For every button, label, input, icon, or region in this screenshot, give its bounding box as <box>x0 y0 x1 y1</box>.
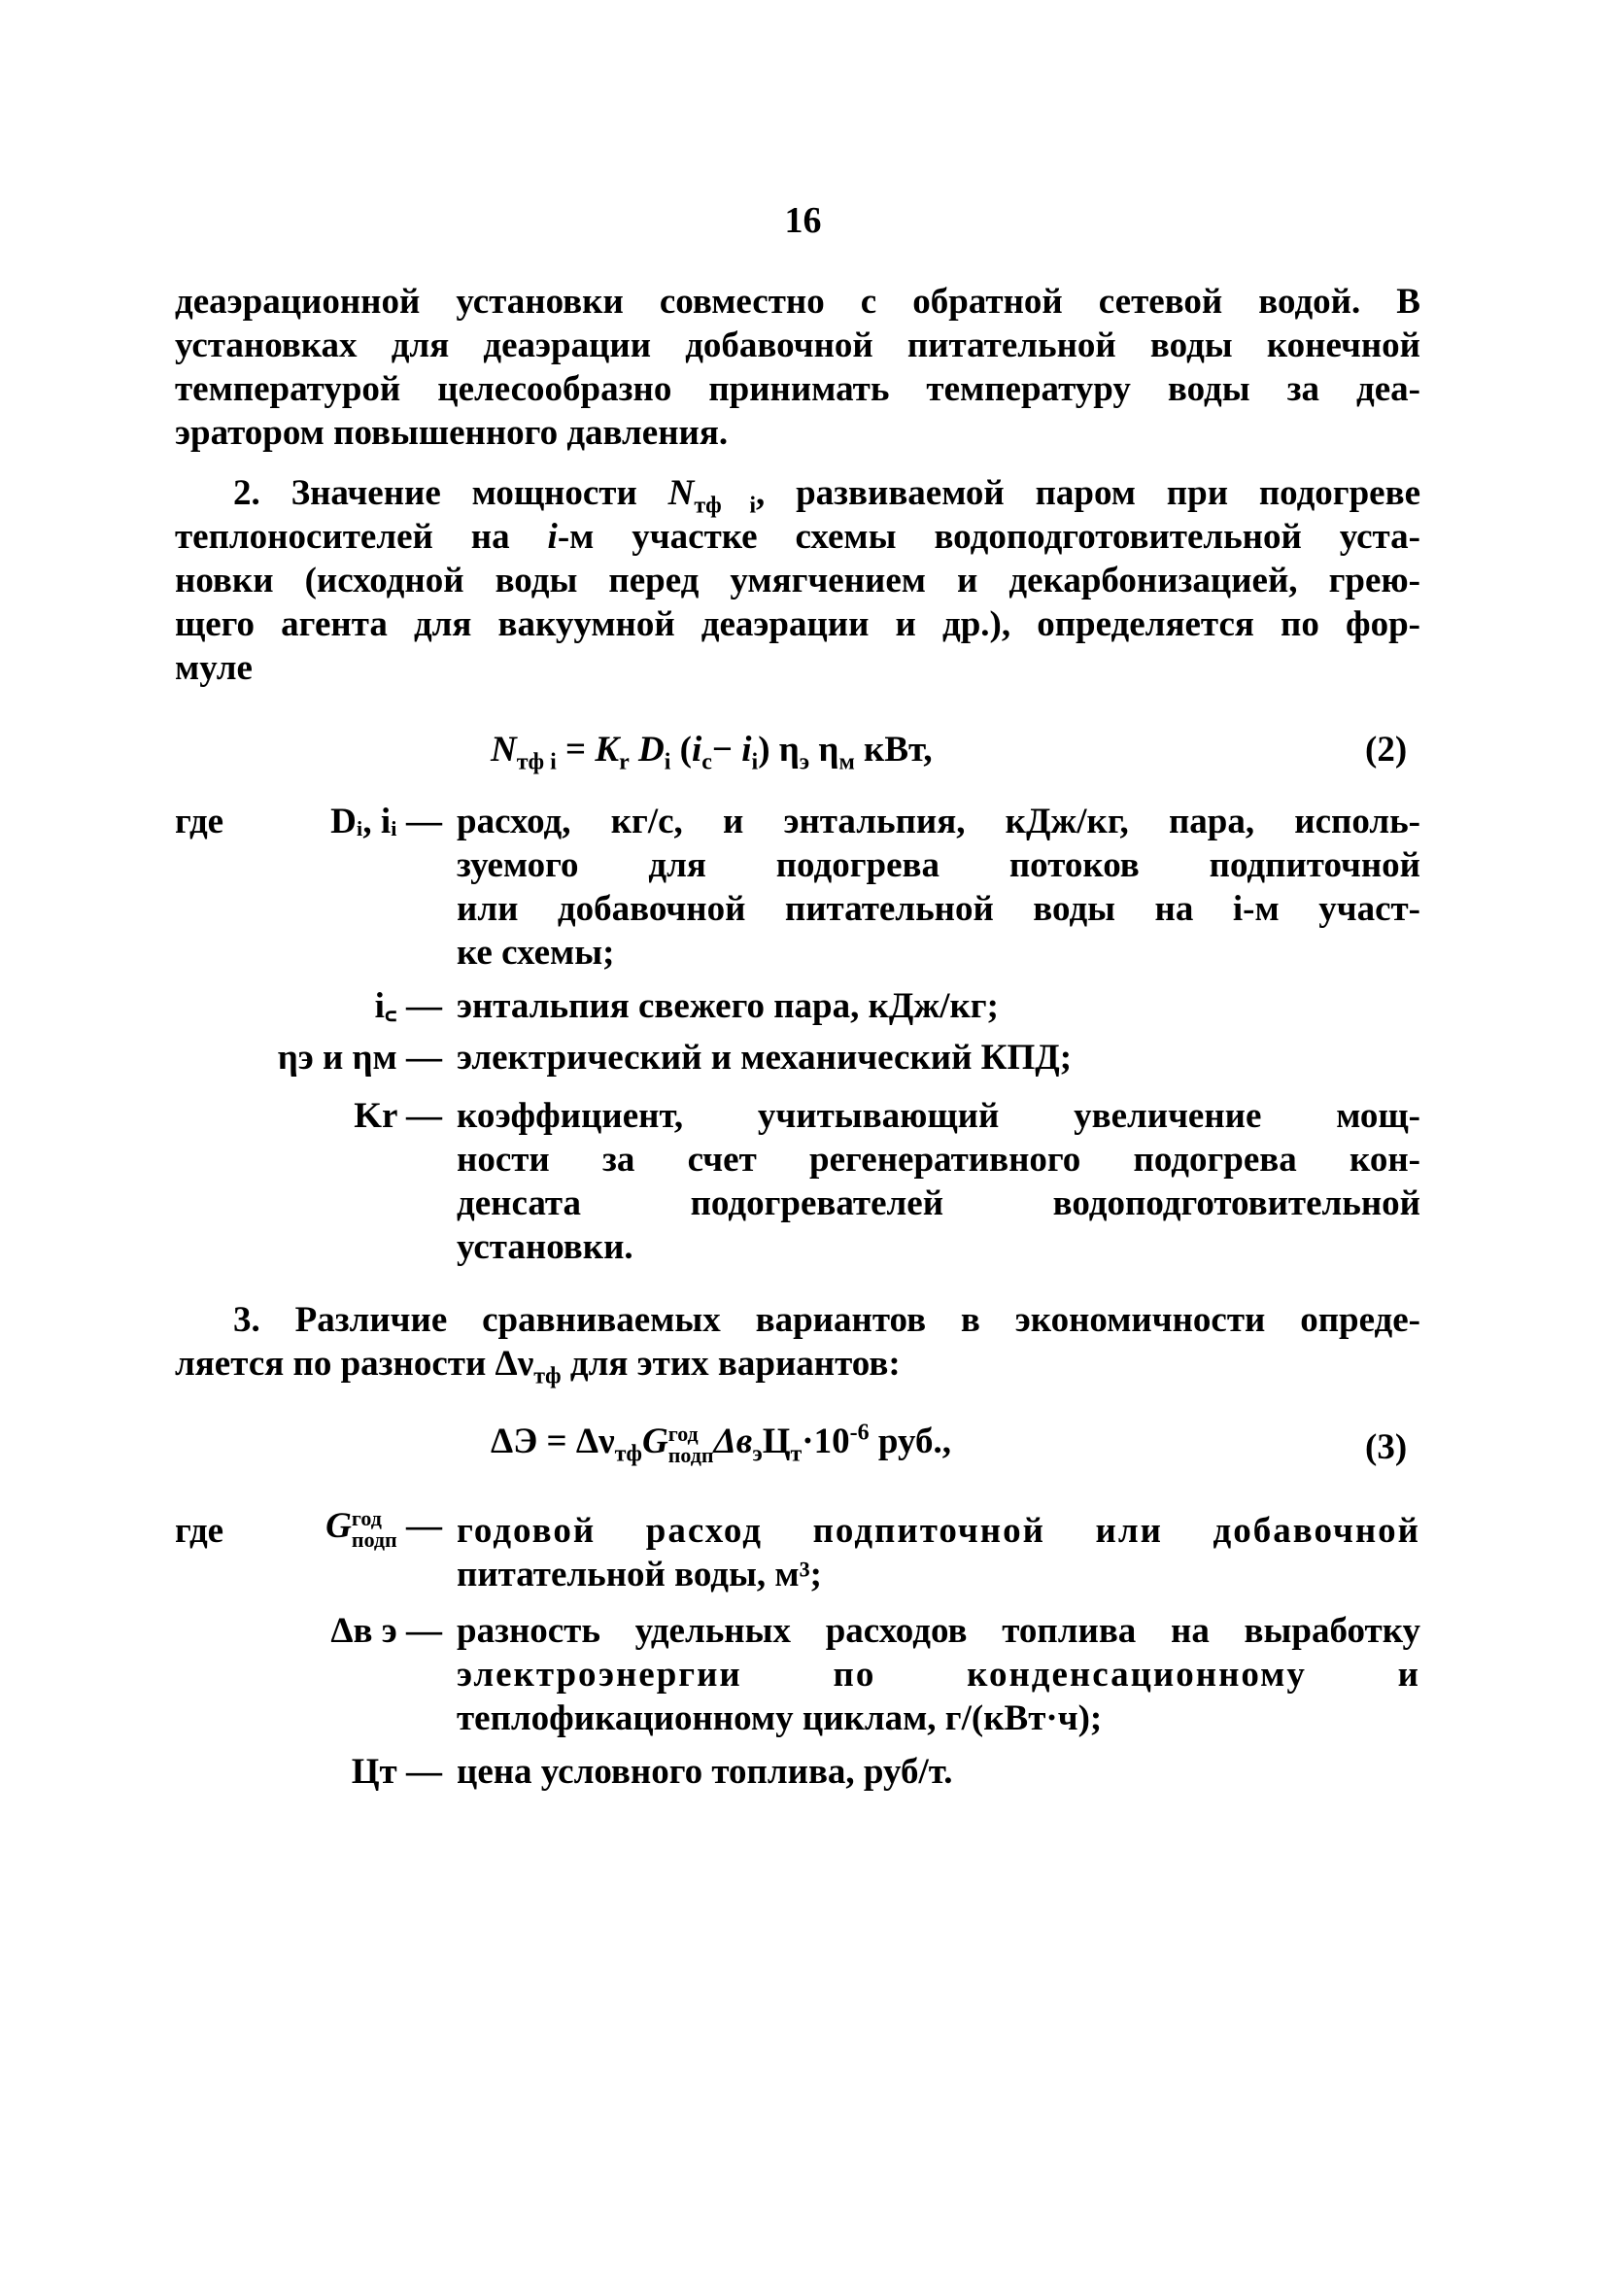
def-line: электрический и механический КПД; <box>457 1038 1073 1078</box>
equation-number: (2) <box>1365 730 1408 770</box>
def-line: электроэнергии по конденсационному и <box>457 1655 1420 1695</box>
def-line: годовой расход подпиточной или добавочной <box>457 1511 1420 1551</box>
def-line: ности за счет регенеративного подогрева кон- <box>457 1140 1420 1180</box>
subscript: тф i <box>694 493 756 519</box>
page-number: 16 <box>784 200 822 241</box>
equation-number: (3) <box>1365 1427 1408 1467</box>
def-line: установки. <box>457 1227 633 1267</box>
text: ляется по разности Δν <box>175 1344 534 1384</box>
def-label: Gгод подп — <box>325 1505 442 1552</box>
def-label: Цт — <box>351 1752 442 1792</box>
text: 2. Значение мощности <box>233 473 637 513</box>
text-line: 3. Различие сравниваемых вариантов в экономичности опреде- <box>233 1300 1420 1340</box>
text-line: температурой целесообразно принимать температуру воды за деа- <box>175 369 1420 409</box>
def-line: теплофикационному циклам, г/(кВт·ч); <box>457 1698 1103 1738</box>
text: -м участке схемы водоподготовительной уста- <box>557 517 1420 557</box>
text: для этих вариантов: <box>561 1344 901 1384</box>
text-line: щего агента для вакуумной деаэрации и др.), определяется по фор- <box>175 604 1420 644</box>
def-line: разность удельных расходов топлива на выработку <box>457 1611 1420 1651</box>
formula-3: $\Delta Э = \Delta\nu_{тф}Gгод$ $подп\Delta в_эЦ_т\cdot 10^{-6}$ руб., <box>491 1420 951 1467</box>
symbol: i <box>547 517 558 557</box>
text-line <box>175 1344 1420 1389</box>
text-line: новки (исходной воды перед умягчением и декарбонизацией, грею- <box>175 561 1420 600</box>
def-line: питательной воды, м³; <box>457 1555 822 1594</box>
subscript: тф <box>533 1363 562 1389</box>
def-line: цена условного топлива, руб/т. <box>457 1752 953 1792</box>
def-line: денсата подогревателей водоподготовительной <box>457 1183 1420 1223</box>
def-line: энтальпия свежего пара, кДж/кг; <box>457 986 999 1026</box>
text-line: эратором повышенного давления. <box>175 413 729 453</box>
where-label: где <box>175 1511 224 1551</box>
text-line <box>233 473 1421 519</box>
def-line: зуемого для подогрева потоков подпиточной <box>457 845 1420 885</box>
def-line: расход, кг/с, и энтальпия, кДж/кг, пара, исполь- <box>457 802 1420 841</box>
def-label: ηэ и ηм — <box>277 1038 442 1078</box>
text: теплоносителей на <box>175 517 510 557</box>
where-label: где <box>175 802 224 841</box>
def-label: Dᵢ, iᵢ — <box>330 802 442 841</box>
symbol: N <box>667 473 695 513</box>
def-line: коэффициент, учитывающий увеличение мощ- <box>457 1096 1420 1136</box>
text-line: установках для деаэрации добавочной питательной воды конечной <box>175 326 1420 365</box>
def-label: i꜀ — <box>374 986 442 1026</box>
text: , развиваемой паром при подогреве <box>756 473 1421 513</box>
text-line: муле <box>175 648 253 688</box>
def-label: Kr — <box>354 1096 442 1136</box>
def-line: или добавочной питательной воды на i-м участ- <box>457 889 1420 929</box>
def-line: ке схемы; <box>457 933 615 973</box>
formula-2: $N_{тф i} = K_r$ $D_i$ $(i_с- i_i)$ $\eta_э$ $\eta_м$ кВт, <box>491 730 933 775</box>
text-line: деаэрационной установки совместно с обратной сетевой водой. В <box>175 282 1420 322</box>
def-label: Δв э — <box>330 1611 442 1651</box>
text-line <box>175 517 1420 558</box>
